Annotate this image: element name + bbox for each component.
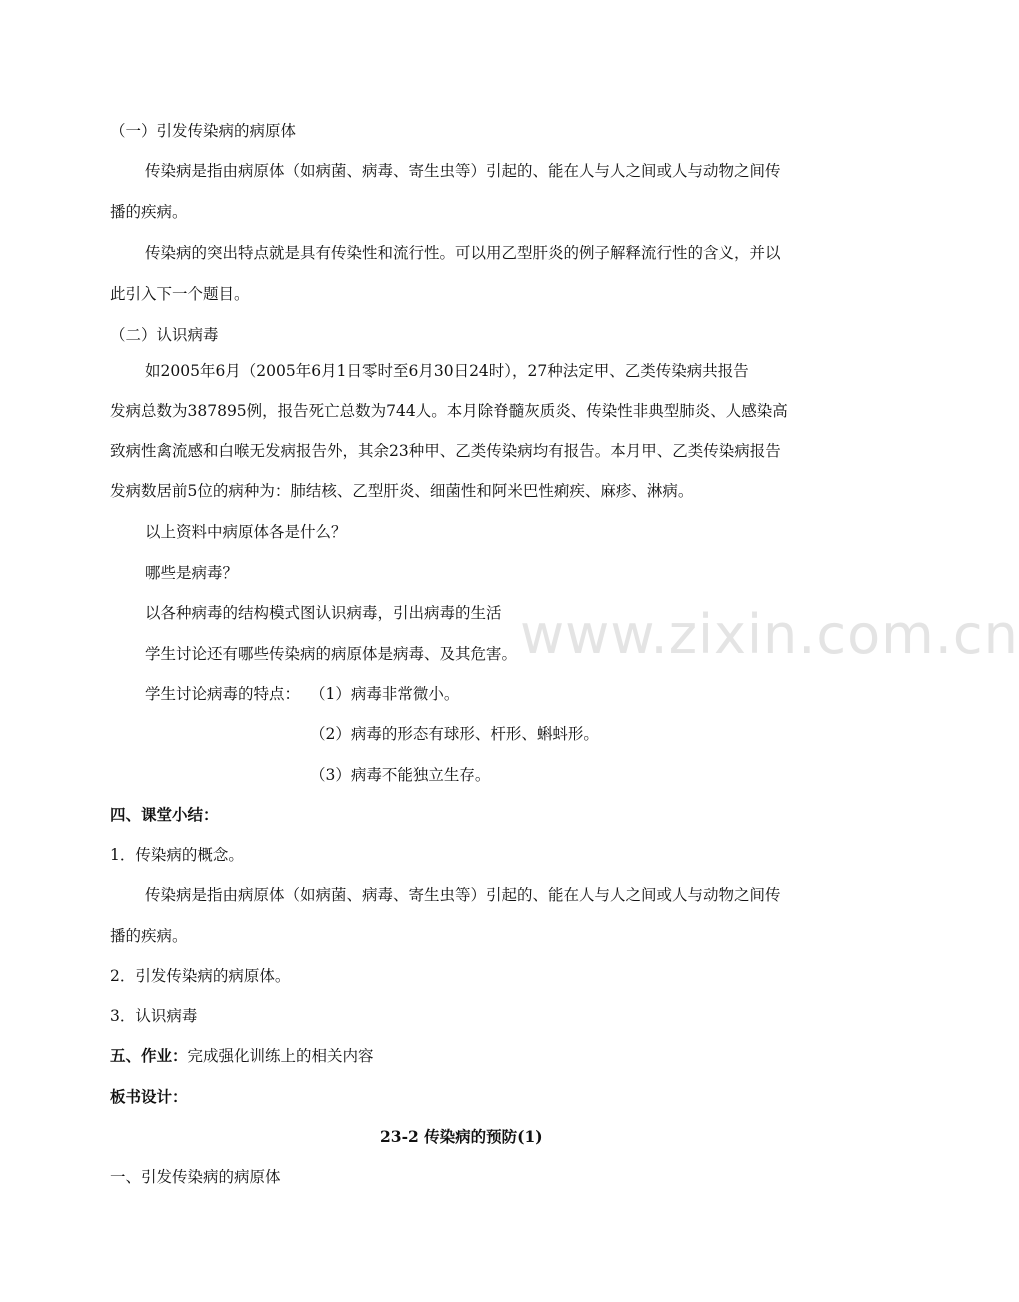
feature-2: （2）病毒的形态有球形、杆形、蝌蚪形。 xyxy=(310,725,599,743)
section2-para-line4: 发病数居前5位的病种为：肺结核、乙型肝炎、细菌性和阿米巴性痢疾、麻疹、淋病。 xyxy=(110,482,694,500)
homework-line xyxy=(110,1046,374,1066)
watermark: www.zixin.com.cn xyxy=(520,603,1019,666)
section1-heading: （一）引发传染病的病原体 xyxy=(110,122,297,140)
discussion-line: 学生讨论还有哪些传染病的病原体是病毒、及其危害。 xyxy=(145,645,518,663)
section1-para1-line2: 播的疾病。 xyxy=(110,203,188,221)
homework-text: 完成强化训练上的相关内容 xyxy=(187,1047,374,1065)
question-2: 哪些是病毒？ xyxy=(145,564,239,582)
feature-1: （1）病毒非常微小。 xyxy=(310,685,460,703)
homework-label: 五、作业： xyxy=(110,1046,188,1065)
section1-para2-line1: 传染病的突出特点就是具有传染性和流行性。可以用乙型肝炎的例子解释流行性的含义，并以 xyxy=(145,244,781,262)
section2-para-line1: 如2005年6月（2005年6月1日零时至6月30日24时），27种法定甲、乙类传染病共报告 xyxy=(145,362,749,380)
board-item-1: 一、引发传染病的病原体 xyxy=(110,1168,281,1186)
summary-item-3: 3．认识病毒 xyxy=(110,1007,198,1025)
summary-item-1-def-line2: 播的疾病。 xyxy=(110,927,188,945)
section2-para-line3: 致病性禽流感和白喉无发病报告外，其余23种甲、乙类传染病均有报告。本月甲、乙类传染病报告 xyxy=(110,442,781,460)
section1-para1-line1: 传染病是指由病原体（如病菌、病毒、寄生虫等）引起的、能在人与人之间或人与动物之间传 xyxy=(145,162,781,180)
board-title: 23-2 传染病的预防(1) xyxy=(380,1127,543,1146)
summary-item-2: 2．引发传染病的病原体。 xyxy=(110,967,291,985)
section1-para2-line2: 此引入下一个题目。 xyxy=(110,285,250,303)
board-design-label: 板书设计： xyxy=(110,1087,188,1106)
summary-item-1: 1．传染病的概念。 xyxy=(110,846,244,864)
summary-item-1-def-line1: 传染病是指由病原体（如病菌、病毒、寄生虫等）引起的、能在人与人之间或人与动物之间传 xyxy=(145,886,781,904)
question-1: 以上资料中病原体各是什么？ xyxy=(145,523,347,541)
virus-model-line: 以各种病毒的结构模式图认识病毒，引出病毒的生活 xyxy=(145,604,502,622)
feature-3: （3）病毒不能独立生存。 xyxy=(310,766,491,784)
section2-para-line2: 发病总数为387895例，报告死亡总数为744人。本月除脊髓灰质炎、传染性非典型肺炎、人感染高 xyxy=(110,402,788,420)
features-label: 学生讨论病毒的特点： xyxy=(145,685,301,703)
section2-heading: （二）认识病毒 xyxy=(110,326,219,344)
summary-heading: 四、课堂小结： xyxy=(110,805,219,824)
